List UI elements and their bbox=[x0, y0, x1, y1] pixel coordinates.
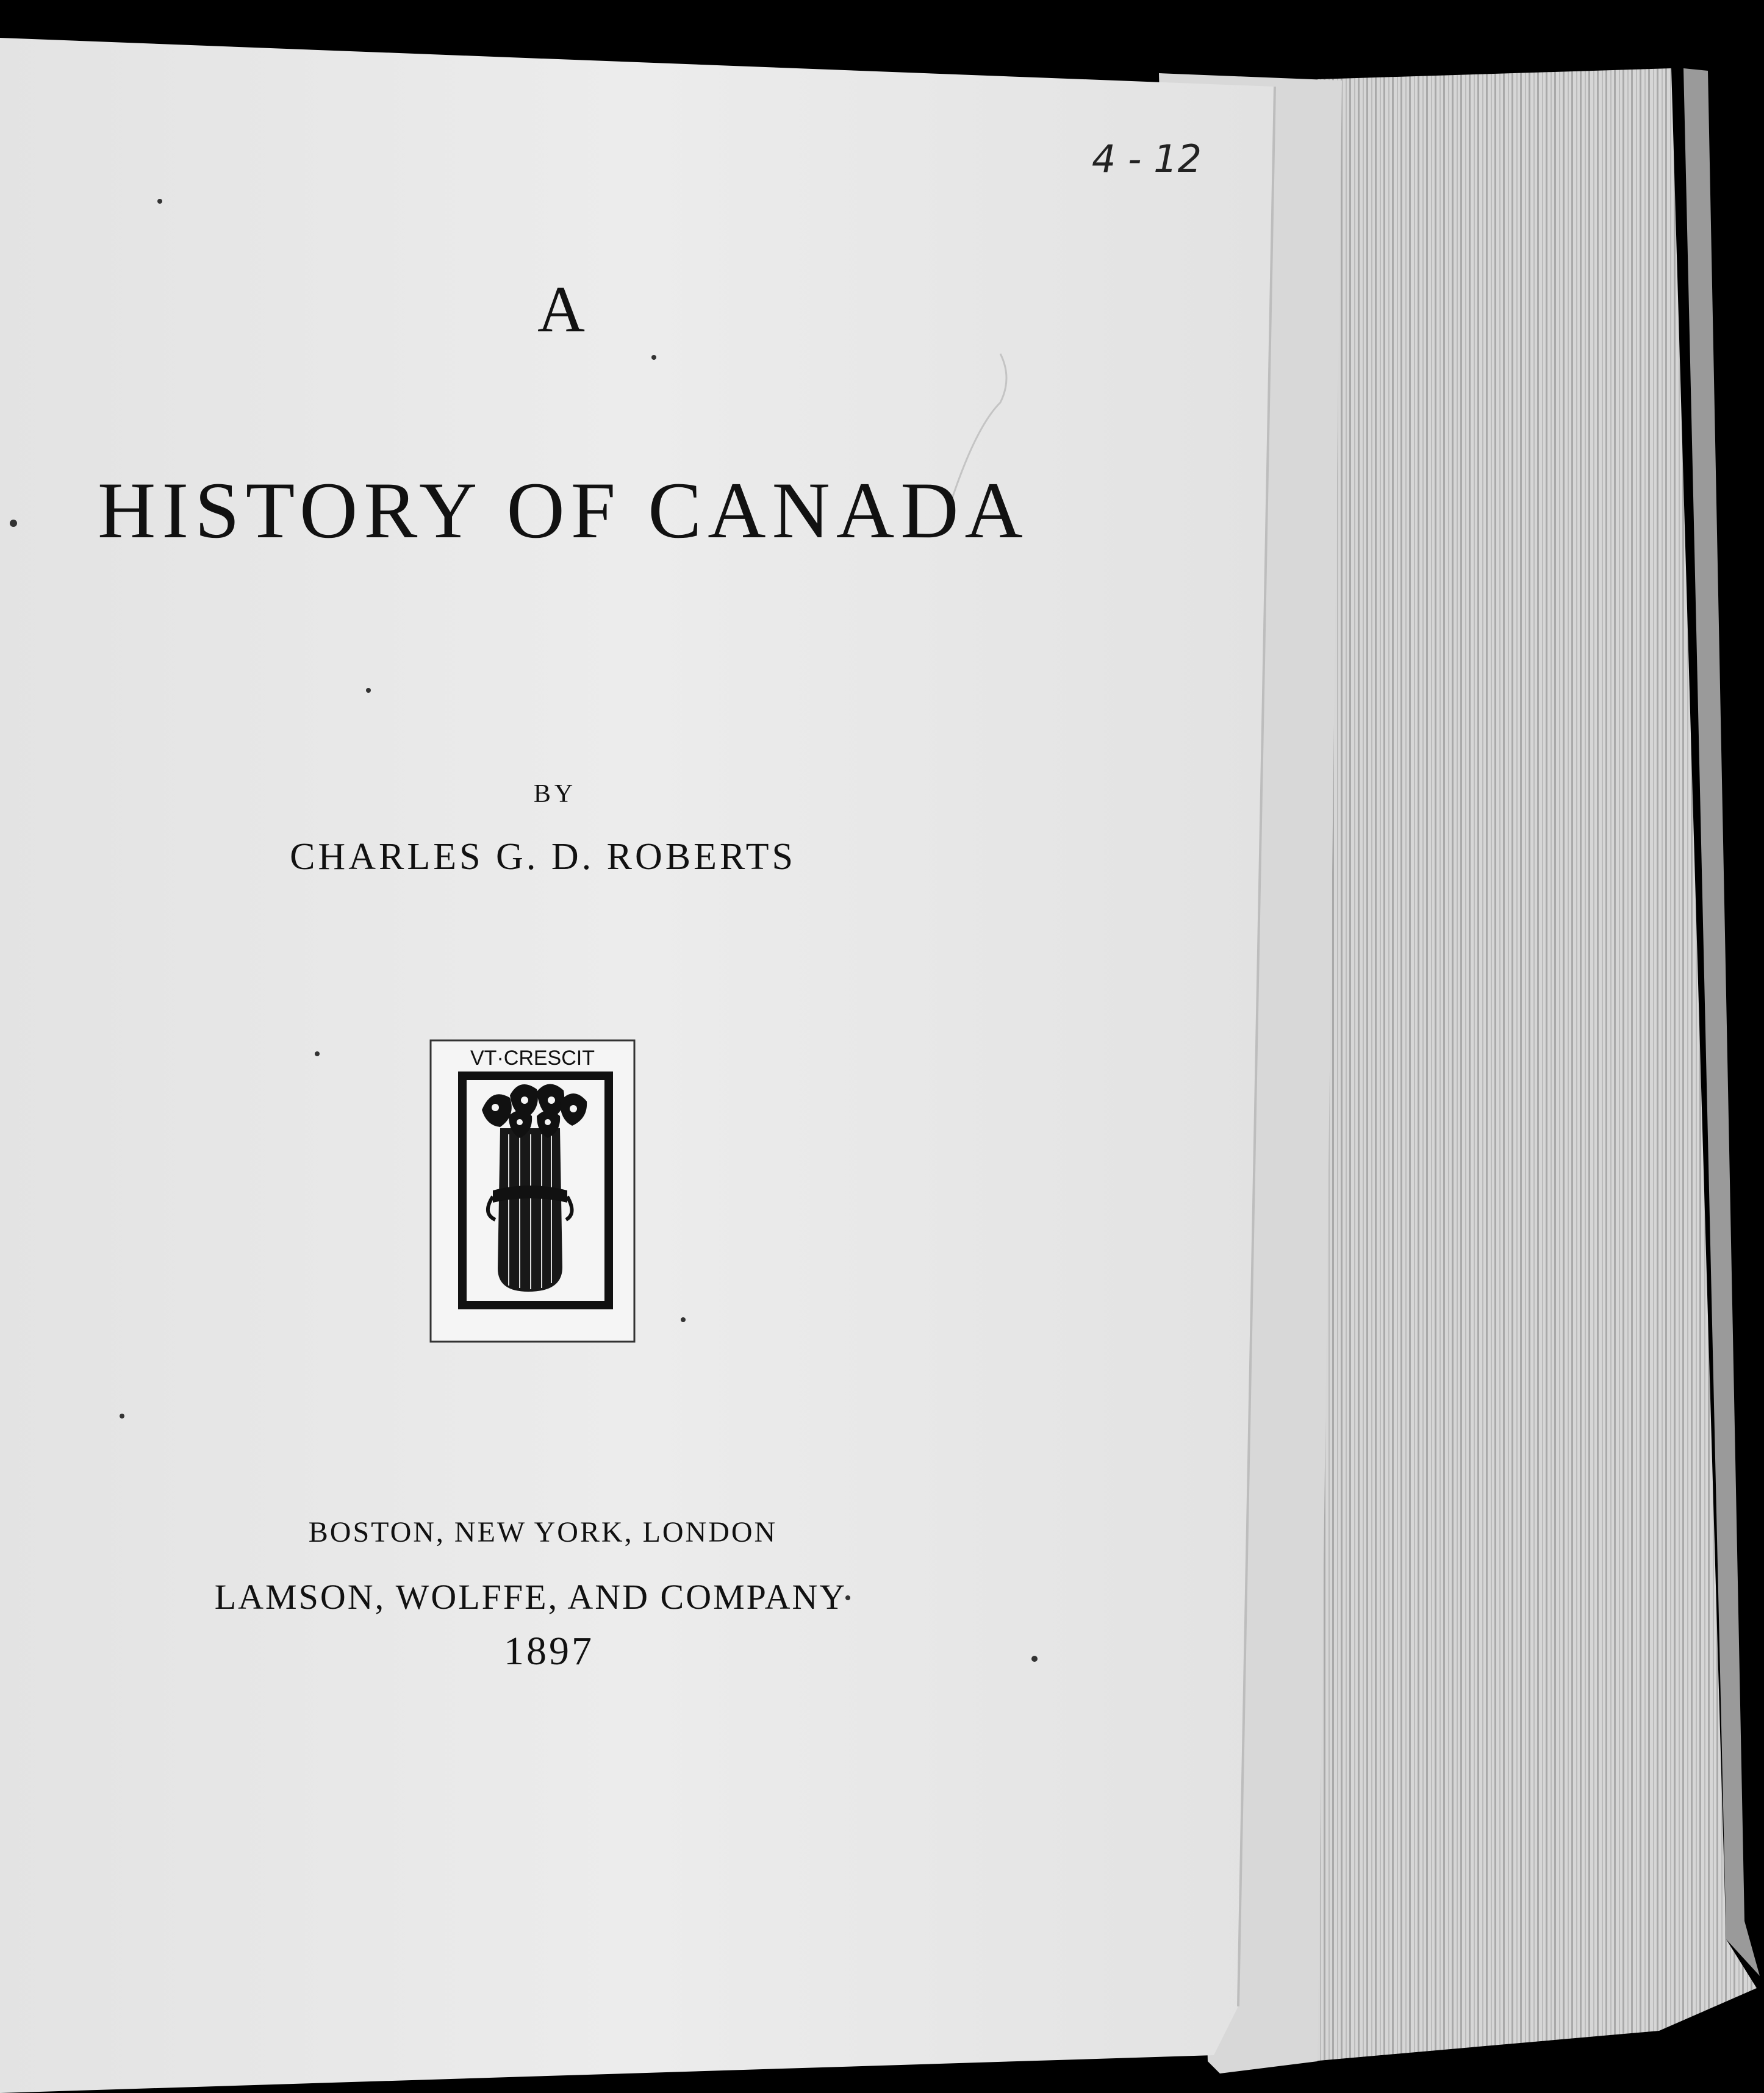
page-edges bbox=[1311, 68, 1760, 2061]
byline: BY bbox=[533, 780, 577, 808]
publication-year: 1897 bbox=[504, 1629, 594, 1673]
title-page bbox=[0, 38, 1275, 2093]
author-name: CHARLES G. D. ROBERTS bbox=[290, 836, 796, 878]
publisher-cities: BOSTON, NEW YORK, LONDON bbox=[308, 1516, 778, 1548]
publisher-name: LAMSON, WOLFFE, AND COMPANY bbox=[214, 1577, 847, 1617]
book-title: HISTORY OF CANADA bbox=[98, 465, 1029, 555]
publisher-device bbox=[431, 1040, 634, 1342]
shelfmark-annotation: 4 - 12 bbox=[1091, 137, 1202, 181]
title-article: A bbox=[537, 273, 585, 346]
device-motto: VT·CRESCIT bbox=[470, 1046, 595, 1070]
